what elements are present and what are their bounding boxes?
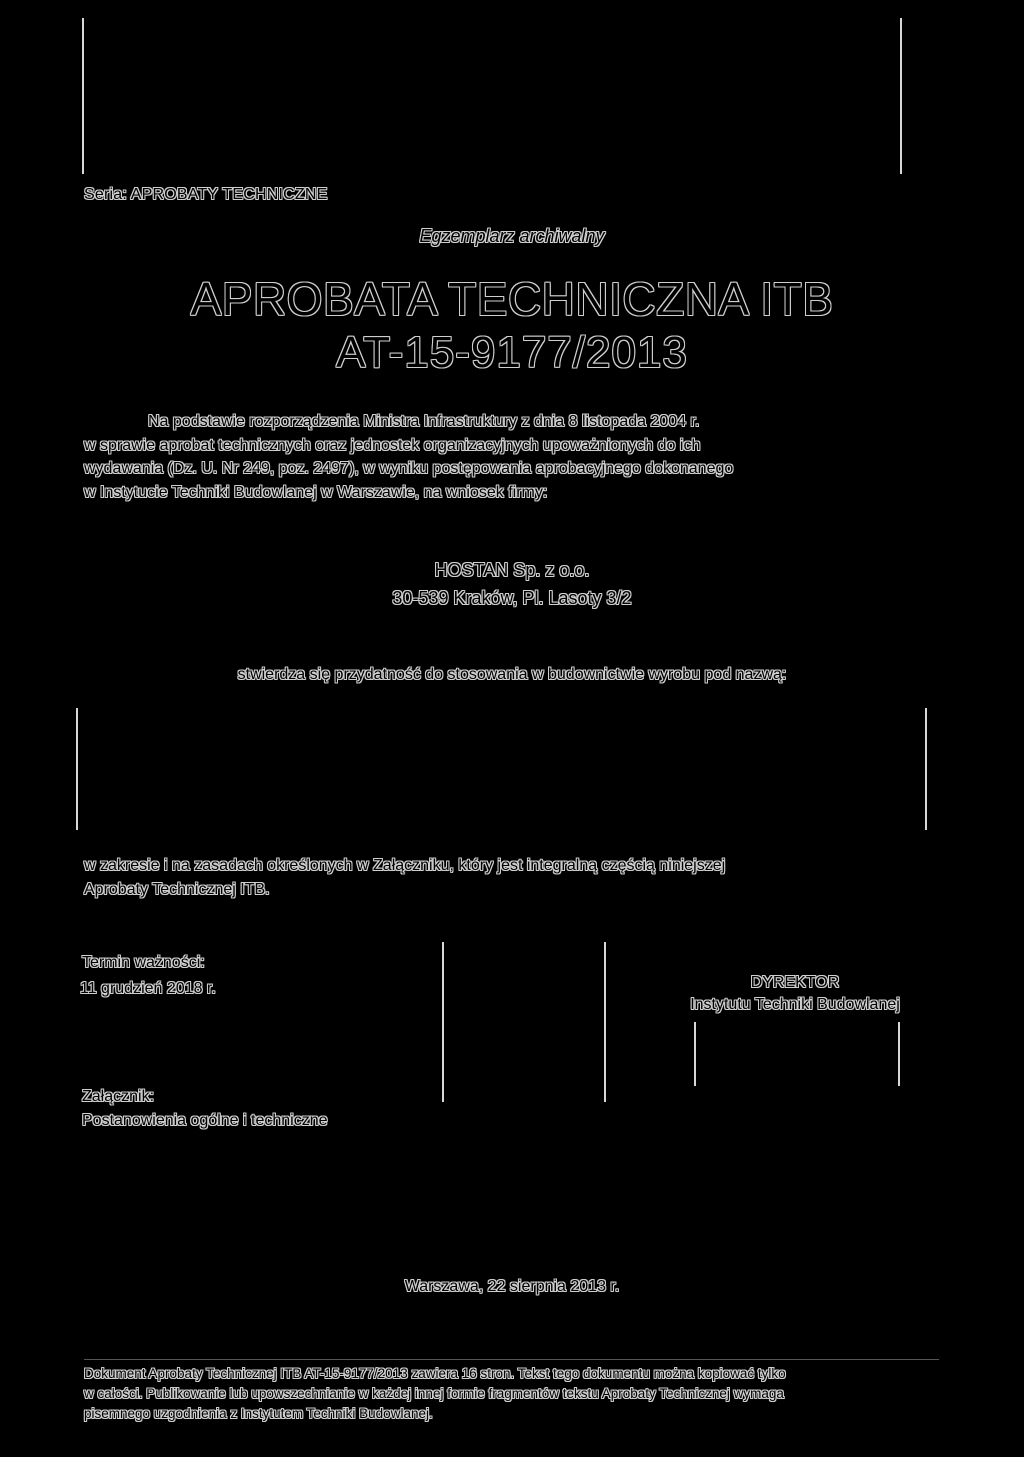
footer-notice [84,1364,950,1424]
stamp-frame-left-line [442,942,444,1102]
company-name: HOSTAN Sp. z o.o. [434,560,590,580]
series-label: Seria: APROBATY TECHNICZNE [84,186,328,203]
validity-date: 11 grudzień 2018 r. [80,980,216,997]
footer-line: Dokument Aprobaty Technicznej ITB AT-15-9177/2013 zawiera 16 stron. Tekst tego dokumentu można kopiować tylko [84,1366,786,1381]
director-institute: Instytutu Techniki Budowlanej [690,996,900,1013]
header-frame-left-line [82,18,84,174]
footer-line: w całości. Publikowanie lub upowszechnianie w każdej innej formie fragmentów tekstu Aprobaty Technicznej wymaga [84,1386,784,1401]
signature-frame-right-line [898,1022,900,1086]
intro-line: Na podstawie rozporządzenia Ministra Infrastruktury z dnia 8 listopada 2004 r. [148,413,700,430]
product-frame-left-line [76,708,78,830]
attachment-description: Postanowienia ogólne i techniczne [82,1112,328,1129]
footer-separator [84,1359,939,1360]
archive-copy-label: Egzemplarz archiwalny [419,226,605,246]
footer-line: pisemnego uzgodnienia z Instytutem Techniki Budowlanej. [84,1406,433,1421]
attachment-label: Załącznik: [82,1088,155,1105]
director-title: DYREKTOR [750,974,840,991]
scope-line: w zakresie i na zasadach określonych w Załączniku, który jest integralną częścią niniejszej [84,857,726,874]
place-and-date: Warszawa, 22 sierpnia 2013 r. [404,1278,620,1295]
scope-line: Aprobaty Technicznej ITB. [84,881,270,898]
product-frame-right-line [925,708,927,830]
company-address: 30-539 Kraków, Pl. Lasoty 3/2 [392,588,632,608]
intro-paragraph [84,410,912,504]
validity-label: Termin ważności: [82,954,205,971]
document-title: APROBATA TECHNICZNA ITB [190,273,834,325]
scope-paragraph [84,854,912,902]
intro-line: w sprawie aprobat technicznych oraz jednostek organizacyjnych upoważnionych do ich [84,436,701,454]
suitability-statement: stwierdza się przydatność do stosowania w budownictwie wyrobu pod nazwą: [237,666,787,683]
header-frame-right-line [900,18,902,174]
intro-line: wydawania (Dz. U. Nr 249, poz. 2497), w wyniku postępowania aprobacyjnego dokonanego [84,460,734,477]
intro-line: w Instytucie Techniki Budowlanej w Warszawie, na wniosek firmy: [84,483,548,501]
signature-frame-left-line [694,1022,696,1086]
document-number: AT-15-9177/2013 [336,328,688,377]
stamp-frame-right-line [604,942,606,1102]
